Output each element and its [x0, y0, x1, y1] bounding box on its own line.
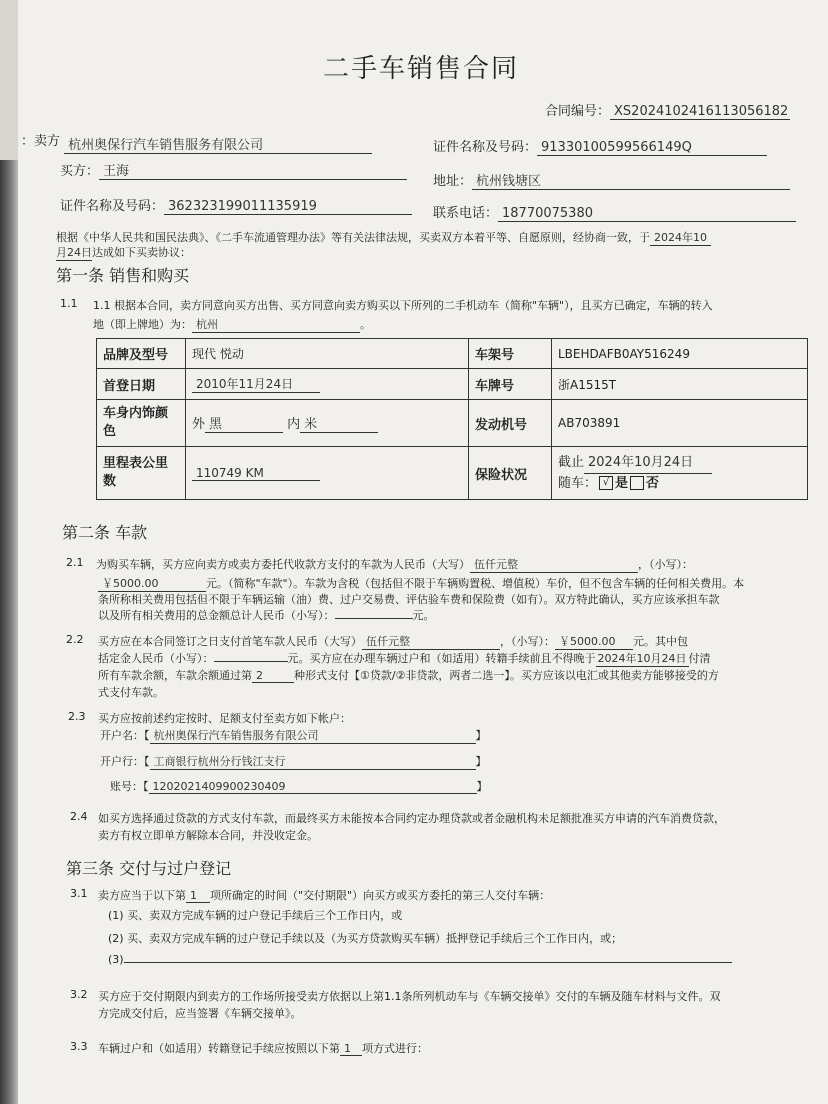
art2-2-text-d: 括定金人民币（小写）： [98, 652, 214, 665]
plate-value: 浙A1515T [552, 369, 808, 400]
art2-1-line2 [98, 575, 744, 592]
art3-2-line1: 买方应于交付期限内到卖方的工作场所接受卖方依据以上第1.1条所列机动车与《车辆交接单》交付的车辆及随车材料与文件。双 [98, 990, 721, 1003]
contract-no-label: 合同编号： [545, 104, 611, 119]
art2-4-line2: 卖方有权立即单方解除本合同，并没收定金。 [98, 829, 318, 842]
art3-2-line2: 方完成交付后，应当签署《车辆交接单》。 [98, 1007, 302, 1020]
art3-3-text-a: 车辆过户和（如适用）转籍登记手续应按照以下第 [98, 1042, 340, 1055]
bracket-right: 】 [476, 780, 488, 793]
art2-1-line4 [98, 607, 435, 623]
buyer-id-row [60, 195, 412, 215]
intro-date-a: 2024年10 [650, 229, 711, 246]
art2-2-text-c: 元。其中包 [633, 635, 688, 648]
art2-2-text-h: 种形式支付【①贷款/②非贷款，两者二选一】。买方应该以电汇或其他卖方能够接受的方 [294, 669, 719, 682]
art3-1-text-b: 项所确定的时间（"交付期限"）向买方或买方委托的第三人交付车辆： [210, 889, 551, 902]
art1-1-line2: 地（即上牌地）为： 杭州 。 [93, 318, 371, 331]
address-value: 杭州钱塘区 [472, 170, 790, 190]
color-cell [186, 400, 469, 447]
art3-1-option1: (1) 买、卖双方完成车辆的过户登记手续后三个工作日内，或 [108, 909, 403, 922]
buyer-value: 王海 [99, 160, 407, 180]
art2-1-text-a: 为购买车辆，买方应向卖方或卖方委托代收款方支付的车款为人民币（大写） [96, 558, 470, 571]
art2-1-upper: 伍仟元整 [470, 556, 638, 573]
intro-line2 [56, 244, 191, 261]
seller-id-row [433, 136, 767, 156]
plate-label: 车牌号 [469, 369, 552, 400]
engine-value: AB703891 [552, 400, 808, 447]
art3-3-text-b: 项方式进行： [362, 1042, 428, 1055]
art2-1-line1 [96, 556, 693, 573]
art2-4-line1: 如买方选择通过贷款的方式支付车款，而最终买方未能按本合同约定办理贷款或者金融机构未足额批准买方申请的汽车消费贷款， [98, 812, 725, 825]
account-no-label: 账号： [110, 780, 143, 793]
bracket-left: 【 [143, 780, 149, 793]
art2-2-text-b: ，（小写）： [500, 635, 555, 648]
art2-1-lower: ￥5000.00 [98, 575, 206, 592]
seller-id-label: 证件名称及号码： [433, 140, 538, 155]
account-bank-value: 工商银行杭州分行钱江支行 [150, 753, 476, 770]
art2-4-no: 2.4 [70, 810, 88, 823]
art3-1-text-a: 卖方应当于以下第 [98, 889, 186, 902]
contract-title: 二手车销售合同 [323, 54, 520, 84]
phone-label: 联系电话： [433, 206, 499, 221]
ext-label: 外 [192, 417, 206, 432]
art2-2-line4: 式支付车款。 [98, 686, 164, 699]
art2-1-no: 2.1 [66, 556, 84, 569]
mileage-cell [186, 447, 469, 500]
article2-title: 第二条 车款 [62, 523, 148, 542]
art2-2-deposit-blank [214, 661, 288, 662]
insurance-with-label: 随车： [558, 475, 598, 491]
table-row [97, 339, 808, 369]
art3-1-option3-label: (3) [108, 953, 124, 966]
insurance-yes-label: 是 [615, 475, 629, 491]
art1-1-no: 1.1 [60, 297, 78, 310]
article3-title: 第三条 交付与过户登记 [66, 859, 232, 878]
bracket-left: 【 [144, 755, 150, 768]
buyer-label: 买方： [60, 164, 100, 179]
ext-value: 黑 [205, 413, 283, 433]
art2-2-line2 [98, 650, 711, 667]
bracket-right: 】 [475, 755, 487, 768]
account-bank-label: 开户行： [100, 755, 144, 768]
mileage-label: 里程表公里数 [97, 447, 186, 500]
insurance-cell [552, 447, 808, 500]
art2-2-text-g: 所有车款余额，车款余额通过第 [98, 669, 252, 682]
art3-3-item: 1 [340, 1042, 362, 1056]
art3-3-line1 [98, 1040, 428, 1056]
address-row [433, 170, 790, 190]
art2-2-text-a: 买方应在本合同签订之日支付首笔车款人民币（大写） [98, 635, 362, 648]
art3-1-option3 [108, 953, 732, 966]
brand-value: 现代 悦动 [186, 339, 469, 369]
art2-3-line1: 买方应按前述约定按时、足额支付至卖方如下帐户： [98, 712, 351, 725]
reg-cell [186, 369, 469, 400]
seller-label: 卖方： [20, 134, 60, 149]
vin-label: 车架号 [469, 339, 552, 369]
reg-value: 2010年11月24日 [192, 375, 320, 393]
table-row [97, 369, 808, 400]
color-label: 车身内饰颜色 [97, 400, 186, 447]
art3-3-no: 3.3 [70, 1040, 88, 1053]
seller-id-value: 91330100599566149Q [537, 140, 767, 156]
art2-2-line3 [98, 667, 719, 683]
account-no-value: 1202021409900230409 [149, 780, 477, 794]
checkbox-no-icon [630, 476, 644, 490]
mileage-value: 110749 KM [192, 466, 320, 481]
int-label: 内 [287, 417, 301, 432]
account-name-value: 杭州奥保行汽车销售服务有限公司 [150, 727, 476, 744]
phone-value: 18770075380 [498, 206, 796, 222]
contract-page [18, 0, 828, 1104]
art3-1-no: 3.1 [70, 887, 88, 900]
art3-1-line1 [98, 887, 550, 903]
art2-1-total-blank [335, 618, 413, 619]
article1-title: 第一条 销售和购买 [56, 266, 190, 285]
table-row [97, 400, 808, 447]
brand-label: 品牌及型号 [97, 339, 186, 369]
intro-text: 根据《中华人民共和国民法典》、《二手车流通管理办法》等有关法律法规，买卖双方本着平等、自愿原则，经协商一致，于 [56, 231, 650, 244]
insurance-no-label: 否 [646, 475, 660, 491]
art2-1-text-b: ，（小写）： [638, 558, 693, 571]
art2-2-way: 2 [252, 669, 294, 683]
buyer-id-label: 证件名称及号码： [60, 199, 165, 214]
art2-2-date: 2024年10月24日 [597, 652, 687, 665]
intro-text-2: 达成如下买卖协议： [92, 246, 191, 259]
vin-value: LBEHDAFB0AY516249 [552, 339, 808, 369]
contract-no-row [545, 100, 790, 120]
insurance-label: 保险状况 [469, 447, 552, 500]
art3-1-item: 1 [186, 889, 210, 903]
art2-1-text-f: 元。 [412, 609, 435, 622]
art3-2-no: 3.2 [70, 988, 88, 1001]
buyer-row [60, 160, 407, 180]
art2-2-text-e: 元。买方应在办理车辆过户和（如适用）转籍手续前且不得晚于 [287, 652, 596, 665]
art2-1-text-e: 以及所有相关费用的总金额总计人民币（小写）： [98, 609, 335, 622]
address-label: 地址： [433, 174, 473, 189]
account-bank-row [100, 753, 487, 770]
reg-label: 首登日期 [97, 369, 186, 400]
art1-1-line1: 1.1 根据本合同，卖方同意向买方出售、买方同意向卖方购买以下所列的二手机动车（简称"车辆"），且买方已确定，车辆的转入 [93, 299, 713, 312]
bracket-right: 】 [475, 729, 487, 742]
table-row [97, 447, 808, 500]
art3-1-option2: (2) 买、卖双方完成车辆的过户登记手续以及（为买方贷款购买车辆）抵押登记手续后三个工作日内，或； [108, 932, 623, 945]
buyer-id-value: 362323199011135919 [164, 199, 412, 215]
insurance-until-row [558, 453, 801, 474]
seller-row [20, 130, 372, 154]
art2-2-no: 2.2 [66, 633, 84, 646]
art1-1-place: 杭州 [192, 316, 360, 333]
page-edge-shadow [0, 160, 18, 1104]
bracket-left: 【 [144, 729, 150, 742]
art2-2-upper: 伍仟元整 [362, 633, 500, 650]
contract-no-value: XS2024102416113056182 [610, 104, 790, 120]
int-value: 米 [300, 413, 378, 433]
art2-1-text-c: 元。（简称"车款"）。车款为含税（包括但不限于车辆购置税、增值税）车价，但不包含车辆的任何相关费用。本 [206, 577, 745, 590]
account-name-label: 开户名： [100, 729, 144, 742]
insurance-until-label: 截止 [558, 454, 585, 470]
checkbox-yes-checked-icon: √ [599, 476, 613, 490]
insurance-until-value: 2024年10月24日 [584, 453, 712, 474]
art2-1-line3: 条所称相关费用包括但不限于车辆运输（油）费、过户交易费、评估验车费和保险费（如有）。双方特此确认，买方应该承担车款 [98, 593, 720, 606]
art2-3-no: 2.3 [68, 710, 86, 723]
engine-label: 发动机号 [469, 400, 552, 447]
vehicle-table [96, 338, 808, 500]
art2-2-lower: ￥5000.00 [555, 633, 633, 650]
intro-date-b: 月24日 [56, 246, 92, 259]
account-name-row [100, 727, 487, 744]
account-no-row [110, 778, 488, 794]
art3-1-option3-blank [124, 962, 732, 963]
art2-2-line1 [98, 633, 688, 650]
art2-2-text-f: 付清 [688, 652, 711, 665]
art1-1-place-label: 地（即上牌地）为： [93, 318, 192, 331]
seller-value: 杭州奥保行汽车销售服务有限公司 [64, 134, 372, 154]
insurance-with-row [558, 474, 801, 494]
phone-row [433, 202, 796, 222]
